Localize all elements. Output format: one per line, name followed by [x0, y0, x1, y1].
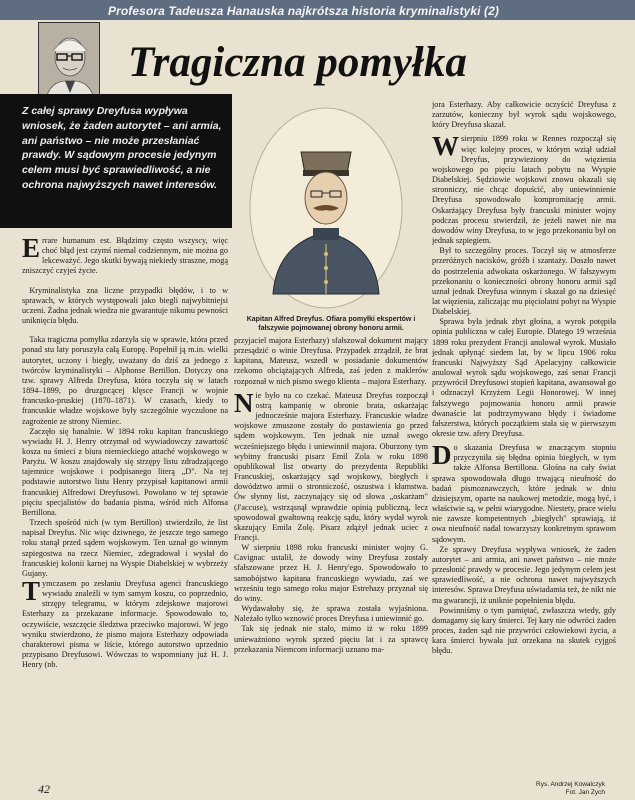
paragraph: Ze sprawy Dreyfusa wypływa wniosek, że żaden autorytet – ani armia, ani nawet państwo – nie może przesłonić prawdy w procesie. Jego jedynym celem jest sprawiedliwość, a nie ochrona nawet najwyższych interesów. Sprawa Dreyfusa uświadamia też, że nikt nie ma gwarancji, iż uniknie popełnienia błędu. — [432, 544, 616, 605]
paragraph: Nie było na co czekać. Mateusz Dreyfus rozpoczął ostrą kampanię w obronie brata, oskarżając jednocześnie majora Esterhazy. Francuskie władze wojskowe zmuszone zostały do postawienia go przed sądem wojskowym. Ten jednak nie uznał swego wcześniejszego błędu i uniewinnił majora. Oburzony tym wybitny francuski pisarz Emil Zola w roku 1898 opublikował list otwarty do prezydenta Republiki Francuskiej, oskarżający sąd wojskowy, biegłych i dowództwo armii o stronniczość, oszustwa i kłamstwa. Ów słynny list, zaczynający się od słowa „oskarżam" (J'accuse), wstrząsnął wprawdzie opinią publiczną, lecz spowodował gwałtowną reakcję sądu, który wydał wyrok skazujący Emila Zolę. Pisarz zdążył jednak uciec z Francji. — [234, 387, 428, 542]
credits — [536, 781, 605, 797]
paragraph: Taka tragiczna pomyłka zdarzyła się w sprawie, która przed ponad stu laty poruszyła całą Europę. Popełnił ją m.in. wielki autorytet, uczony i biegły, uważany do dziś za jednego z twórców kryminalistyki – Alphonse Bertillon. Dotyczy ona tzw. sprawy Alfreda Dreyfusa, która toczyła się w latach 1894–1899, po druzgocącej klęsce Francji w wojnie francusko-pruskiej (1870–1871). W czasach, kiedy to francuskie władze wojskowe były szczególnie wyczulone na zagrożenie ze strony Niemiec. — [22, 335, 228, 426]
lead-text: Z całej sprawy Dreyfusa wypływa wniosek, że żaden autorytet – ani armia, ani państwo – nie może przesłaniać prawdy. W sądowym procesie jedynym celem musi być sprawiedliwość, a nie ochrona najwyższych nawet interesów. — [22, 105, 222, 191]
paragraph: Wydawałoby się, że sprawa została wyjaśniona. Należało tylko wznowić proces Dreyfusa i uniewinnić go. — [234, 604, 428, 624]
column-middle — [234, 336, 428, 776]
paragraph: W sierpniu 1898 roku francuski minister wojny G. Cavignac ustalił, że dowody winy Dreyfusa zostały sfałszowane przez H. J. Henry'ego. Spowodowało to samobójstwo kapitana francuskiego wywiadu, zaś we wrześniu tego samego roku major Estrehazy przyznał się do winy. — [234, 543, 428, 603]
page-number: 42 — [38, 782, 50, 796]
paragraph: Trzech spośród nich (w tym Bertillon) stwierdziło, że list napisał Dreyfus. Nic więc dziwnego, że jeszcze tego samego roku stanął przed sądem wojskowym. Ten uznał go winnym szpiegostwa na rzecz Niemiec, zdegradował i wysłał do francuskiej kolonii karnej na Wyspie Diabelskiej w wybrzeży Gujany. — [22, 518, 228, 578]
dreyfus-illustration — [245, 104, 407, 314]
illustration-caption: Kapitan Alfred Dreyfus. Ofiara pomyłki ekspertów i fałszywie pojmowanej obrony honoru armii. — [246, 316, 416, 332]
paragraph: Tymczasem po zesłaniu Dreyfusa agenci francuskiego wywiadu znaleźli w tym samym koszu, co poprzednio, strzępy telegramu, w którym zdejskowe majorowi Esterhazy za przekazane informacje. Spowodowało to, oczywiście, wszczęcie śledztwa przeciwko majorowi. W jego wyniku stwierdzono, że pismo majora Esterhazy odpowiada charakterowi pisma w liście, którego autorstwo uprzednio przypisano Dreyfusowi. Wówczas to wspomniany już H. J. Henry (nb. — [22, 576, 228, 670]
paragraph: Sprawa była jednak zbyt głośna, a wyrok potępiła opinia publiczna w całej Europie. Dlatego 19 września 1899 roku prezydent Francji anulował wyrok. Musiało jednak upłynąć siedem lat, by w lipcu 1906 roku francuski Najwyższy Sąd Apelacyjny całkowicie anulował wyrok sądu wojskowego, zaś senat Francji przywrócił Dreyfusowi stopień kapitana, awansował go i odznaczył Krzyżem Legii Honorowej. W innej fałszywego pojmowania honoru armii prawie dwanaście lat podtrzymywano błędy i świadome fałszerstwa, których początkiem stała się w pierwszym okresie tzw. afery Dreyfusa. — [432, 317, 616, 438]
paragraph: Powinniśmy o tym pamiętać, zwłaszcza wtedy, gdy domagamy się kary śmierci. Tej kary nie odwróci żaden proces, żaden sąd nie przywróci człowiekowi życia, a kara śmierci bywała już orzekana na skutek cyjgoś błędu. — [432, 605, 616, 656]
series-title: Profesora Tadeusza Hanauska najkrótsza historia kryminalistyki (2) — [108, 4, 499, 18]
paragraph: Errare humanum est. Błądzimy często wszyscy, więc choć błąd jest czymś niemal codziennym, nie można go lekceważyć. Jego skutki bywają niekiedy straszne, mogą zniszczyć czyjeś życie. — [22, 236, 228, 276]
paragraph: Do skazania Dreyfusa w znaczącym stopniu przyczyniła się błędna opinia biegłych, w tym także Alfonsa Bertillona. Głośna na cały świat sprawa spowodowała długo trwającą nieufność do badań pismoznawczych, które jednak w dniu dzisiejszym, oparte na naukowej metodzie, mogą być, i właściwie są, w pełni wiarygodne. Niestety, prace wielu nie zawsze kompetentnych „biegłych" sprawiają, iż owa nieufność nadal towarzyszy konkretnym sprawom sądowym. — [432, 440, 616, 544]
paragraph: przyjaciel majora Esterhazy) sfałszował dokument mający przesądzić o winie Dreyfusa. Przypadek zrządził, że brat kapitana, Mateusz, wszedł w posiadanie dokumentów rzekomo obciążających Alfreda, zaś jeden z maklerów rozpoznał w nich pismo swego klienta – majora Esterhazy. — [234, 336, 428, 386]
author-photo — [38, 22, 100, 102]
paragraph: Kryminalistyka zna liczne przypadki błędów, i to w sprawach, w których występowali jako biegli najwybitniejsi uczeni. Żadna jednak wiedza nie gwarantuje nikomu pewności uniknięcia błędu. — [22, 285, 228, 326]
paragraph: Był to szczególny proces. Toczył się w atmosferze przeróżnych nacisków, gróźb i szantaży. Doszło nawet do postrzelenia adwokata oskarżonego. W fałszywym przekonaniu o konieczności obrony honoru armii sąd uznał jednak Dreyfusa winnym i skazał go na dziesięć lat więzienia, zaliczając mu pięciolatni pobyt na Wyspie Diabelskiej. — [432, 246, 616, 317]
column-left — [22, 236, 228, 776]
article-title: Tragiczna pomyłka — [128, 39, 467, 86]
column-right — [432, 100, 616, 776]
paragraph: Wsierpniu 1899 roku w Rennes rozpoczął się więc kolejny proces, w którym wziął udział Dreyfus, przywieziony do więzienia wojskowego po pięciu latach pobytu na Wyspie Diabelskiej. Sędziowie wojskowi znowu okazali się stronniczy, nie chcąc dopuścić, aby uniewinnienie Dreyfusa spowodowało kompromitację armii. Oskarżający Dreyfusa były francuski minister wojny podczas procesu stwierdził, że jeżeli nawet nie ma dowodów winy Dreyfusa, to w jego przekonaniu był on jednak szpiegiem. — [432, 131, 616, 246]
paragraph: Zaczęło się banalnie. W 1894 roku kapitan francuskiego wywiadu H. J. Henry otrzymał od wywiadowczy zawartość kosza na śmieci z biura niemieckiego attaché wojskowego w Paryżu. W koszu znajdowały się strzępy listu zdradzającego tajemnice wojskowe i podpisanego literą „D". Na tej podstawie autorstwo listu Henry przypisał kapitanowi armii francuskiej Alfredowi Dreyfusowi. Powołano w tej sprawie pięciu specjalistów do badania pisma, wśród nich Alfonsa Bertillona. — [22, 426, 228, 517]
paragraph: Tak się jednak nie stało, mimo iż w roku 1899 unieważniono wyrok sprzed pięciu lat i za sprawcę przekazania Niemcom informacji uznano ma- — [234, 624, 428, 654]
credit-photo: Fot. Jan Zych — [565, 789, 605, 796]
credit-illustration: Rys. Andrzej Kowalczyk — [536, 781, 605, 788]
paragraph: jora Esterhazy. Aby całkowicie oczyścić Dreyfusa z zarzutów, konieczny był wyrok sądu wojskowego, który Dreyfusa skazał. — [432, 100, 616, 130]
